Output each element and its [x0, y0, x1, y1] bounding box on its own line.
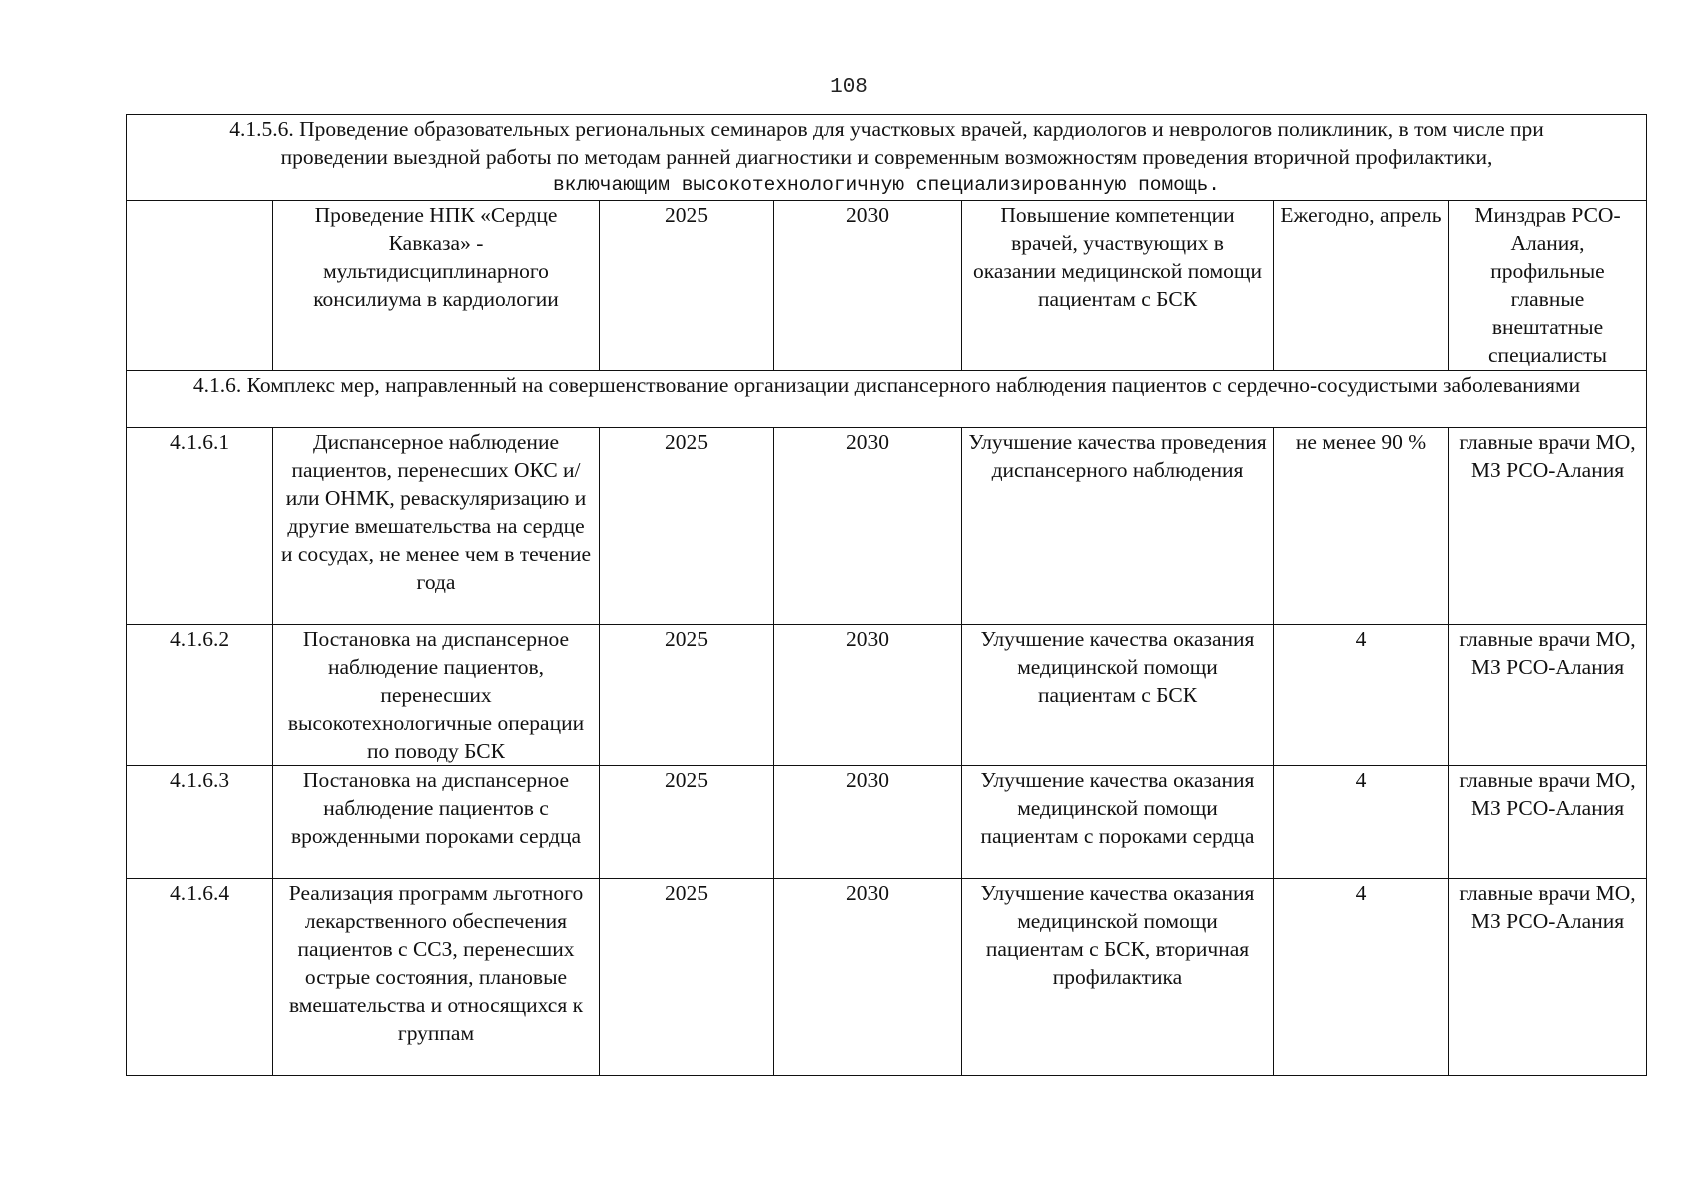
table-row	[127, 879, 1647, 1076]
cell-result: Улучшение качества проведения диспансерного наблюдения	[962, 428, 1274, 625]
responsible-line: главные врачи МО,	[1459, 627, 1636, 651]
responsible-line: МЗ РСО-Алания	[1470, 458, 1625, 482]
table-row	[127, 625, 1647, 766]
measures-table	[126, 114, 1647, 1076]
cell-responsible	[1449, 879, 1647, 1076]
cell-result: Повышение компетенции врачей, участвующих в оказании медицинской помощи пациентам с БСК	[962, 201, 1274, 371]
responsible-line: главные врачи МО,	[1459, 768, 1636, 792]
cell-result: Улучшение качества оказания медицинской помощи пациентам с пороками сердца	[962, 766, 1274, 879]
section-heading-line: 4.1.5.6. Проведение образовательных региональных семинаров для участковых врачей, кардиологов и неврологов поликлиник, в том числе при	[229, 117, 1544, 141]
cell-end-year: 2030	[774, 879, 962, 1076]
cell-number: 4.1.6.1	[127, 428, 273, 625]
cell-start-year: 2025	[600, 201, 774, 371]
cell-number: 4.1.6.2	[127, 625, 273, 766]
cell-start-year: 2025	[600, 428, 774, 625]
cell-indicator: 4	[1274, 625, 1449, 766]
cell-result: Улучшение качества оказания медицинской помощи пациентам с БСК	[962, 625, 1274, 766]
responsible-line: главные врачи МО,	[1459, 430, 1636, 454]
section-row-416	[127, 371, 1647, 428]
cell-event: Постановка на диспансерное наблюдение пациентов с врожденными пороками сердца	[273, 766, 600, 879]
cell-start-year: 2025	[600, 625, 774, 766]
cell-indicator: 4	[1274, 766, 1449, 879]
cell-result: Улучшение качества оказания медицинской помощи пациентам с БСК, вторичная профилактика	[962, 879, 1274, 1076]
section-heading-line: включающим высокотехнологичную специализированную помощь.	[552, 174, 1220, 196]
cell-end-year: 2030	[774, 625, 962, 766]
cell-indicator: Ежегодно, апрель	[1274, 201, 1449, 371]
section-row-4156	[127, 115, 1647, 201]
section-heading-line: проведении выездной работы по методам ранней диагностики и современным возможностям проведения вторичной профилактики,	[280, 145, 1493, 169]
cell-end-year: 2030	[774, 766, 962, 879]
cell-end-year: 2030	[774, 428, 962, 625]
cell-responsible	[1449, 428, 1647, 625]
cell-end-year: 2030	[774, 201, 962, 371]
cell-event: Проведение НПК «Сердце Кавказа» - мультидисциплинарного консилиума в кардиологии	[273, 201, 600, 371]
cell-indicator: 4	[1274, 879, 1449, 1076]
cell-start-year: 2025	[600, 879, 774, 1076]
cell-event: Постановка на диспансерное наблюдение пациентов, перенесших высокотехнологичные операции по поводу БСК	[273, 625, 600, 766]
table-row	[127, 201, 1647, 371]
cell-number: 4.1.6.4	[127, 879, 273, 1076]
cell-responsible	[1449, 766, 1647, 879]
cell-number	[127, 201, 273, 371]
section-heading-416: 4.1.6. Комплекс мер, направленный на совершенствование организации диспансерного наблюдения пациентов с сердечно-сосудистыми заболеваниями	[127, 371, 1647, 428]
responsible-line: МЗ РСО-Алания	[1470, 909, 1625, 933]
table-row	[127, 766, 1647, 879]
cell-responsible	[1449, 625, 1647, 766]
responsible-line: МЗ РСО-Алания	[1470, 796, 1625, 820]
table-row	[127, 428, 1647, 625]
responsible-line: главные врачи МО,	[1459, 881, 1636, 905]
cell-event: Диспансерное наблюдение пациентов, перенесших ОКС и/или ОНМК, реваскуляризацию и другие вмешательства на сердце и сосудах, не менее чем в течение года	[273, 428, 600, 625]
cell-number: 4.1.6.3	[127, 766, 273, 879]
responsible-line: МЗ РСО-Алания	[1470, 655, 1625, 679]
page-number: 108	[830, 76, 868, 99]
cell-start-year: 2025	[600, 766, 774, 879]
cell-indicator: не менее 90 %	[1274, 428, 1449, 625]
cell-responsible: Минздрав РСО-Алания, профильные главные внештатные специалисты	[1449, 201, 1647, 371]
section-heading-4156	[127, 115, 1647, 201]
cell-event: Реализация программ льготного лекарственного обеспечения пациентов с ССЗ, перенесших острые состояния, плановые вмешательства и относящихся к группам	[273, 879, 600, 1076]
